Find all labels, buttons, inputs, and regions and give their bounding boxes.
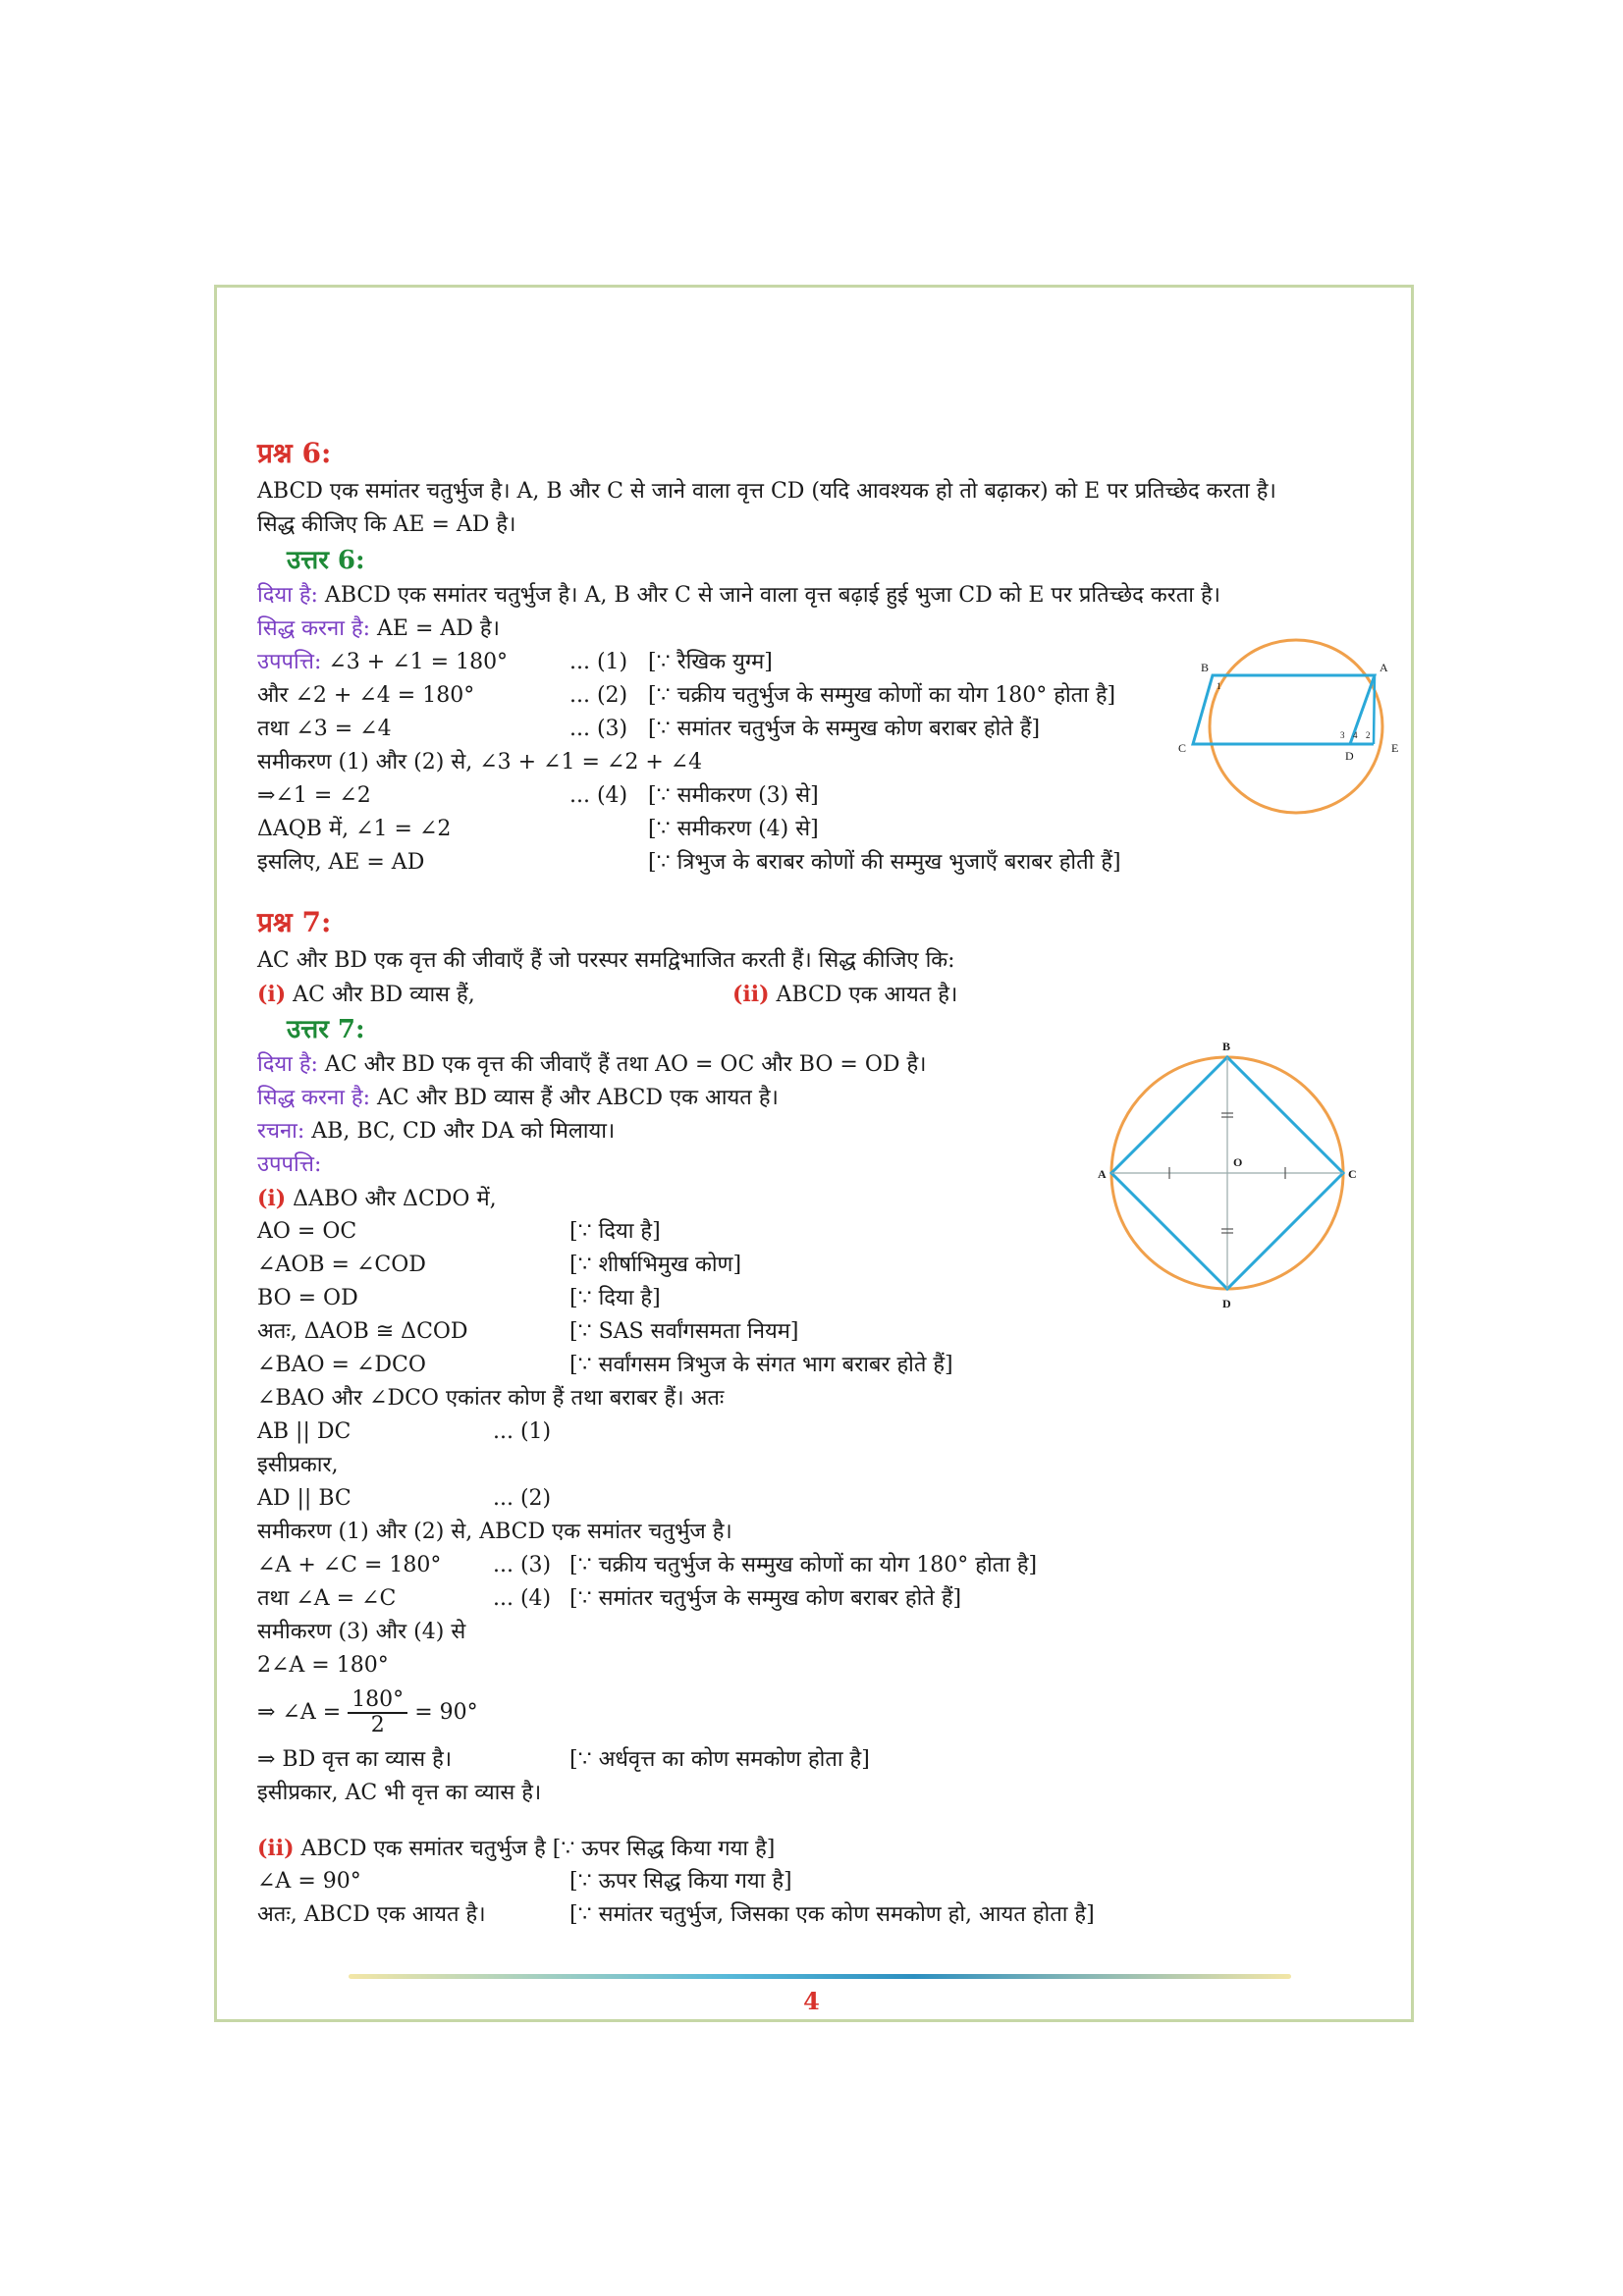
q6-label-angle-3: 3 xyxy=(1340,730,1345,740)
q7-label-c: C xyxy=(1348,1167,1357,1181)
q7-ac-diameter: इसीप्रकार, AC भी वृत्त का व्यास है। xyxy=(257,1781,542,1805)
proof-row-reason: [∵ समांतर चतुर्भुज, जिसका एक कोण समकोण हो, आयत होता है] xyxy=(569,1902,1095,1927)
proof-row-a: ∠3 + ∠1 = 180° xyxy=(321,650,509,674)
q6-label-angle-1: 1 xyxy=(1217,681,1221,691)
prove-text: AC और BD व्यास हैं और ABCD एक आयत है। xyxy=(370,1086,779,1110)
proof-row-eq: ... (2) xyxy=(569,683,628,708)
q7-label-a: A xyxy=(1098,1167,1107,1181)
fraction xyxy=(348,1688,407,1737)
proof-row-a: तथा ∠A = ∠C xyxy=(257,1586,397,1611)
proof-row-reason: [∵ चक्रीय चतुर्भुज के सम्मुख कोणों का योग 180° होता है] xyxy=(648,683,1116,708)
proof-row-a: ∠A = 90° xyxy=(257,1869,361,1894)
proof-row-reason: [∵ रैखिक युग्म] xyxy=(648,650,773,674)
fraction-numerator: 180° xyxy=(348,1688,407,1714)
proof-row-a: अतः, ΔAOB ≅ ΔCOD xyxy=(257,1319,468,1344)
q7-angle-a-fraction xyxy=(257,1682,1396,1743)
proof-label: उपपत्ति: xyxy=(257,650,322,674)
q6-label-e: E xyxy=(1391,741,1399,755)
prove-label: सिद्ध करना है: xyxy=(257,616,371,641)
proof-row-reason: [∵ SAS सर्वांगसमता नियम] xyxy=(569,1319,799,1344)
given-text: ABCD एक समांतर चतुर्भुज है। A, B और C से जाने वाला वृत्त बढ़ाई हुई भुजा CD को E पर प्रतिच्छेद करता है। xyxy=(317,583,1220,608)
proof-row-reason: [∵ त्रिभुज के बराबर कोणों की सम्मुख भुजाएँ बराबर होती हैं] xyxy=(648,850,1121,875)
proof-row-reason: [∵ समांतर चतुर्भुज के सम्मुख कोण बराबर होते हैं] xyxy=(569,1586,962,1611)
part-i-marker: (i) xyxy=(257,1186,287,1211)
q7-proof-row-b2 xyxy=(257,1582,1396,1616)
ad-parallel-bc: AD || BC xyxy=(257,1486,352,1511)
given-label: दिया है: xyxy=(257,583,318,608)
q7-question-parts xyxy=(257,978,1396,1011)
part-i-intro-text: ΔABO और ΔCDO में, xyxy=(286,1187,497,1211)
fraction-denominator: 2 xyxy=(370,1713,385,1737)
proof-row-reason: [∵ ऊपर सिद्ध किया गया है] xyxy=(569,1869,792,1894)
page-number: 4 xyxy=(803,1987,820,2015)
eq-2-tag: ... (2) xyxy=(493,1486,552,1511)
part-ii-line1-text: ABCD एक समांतर चतुर्भुज है [∵ ऊपर सिद्ध किया गया है] xyxy=(294,1837,776,1861)
proof-row-a: अतः, ABCD एक आयत है। xyxy=(257,1902,486,1927)
q7-similarly: इसीप्रकार, xyxy=(257,1453,339,1477)
q7-two-a: 2∠A = 180° xyxy=(257,1653,389,1678)
q6-label-c: C xyxy=(1178,741,1187,755)
proof-label: उपपत्ति: xyxy=(257,1152,322,1177)
q6-line-ae xyxy=(1374,675,1375,744)
answer-7-heading: उत्तर 7: xyxy=(287,1015,365,1044)
q7-label-o: O xyxy=(1233,1155,1243,1169)
q7-question-line1: AC और BD एक वृत्त की जीवाएँ हैं जो परस्पर समद्विभाजित करती हैं। सिद्ध कीजिए कि: xyxy=(257,948,955,973)
prove-label: सिद्ध करना है: xyxy=(257,1086,371,1110)
proof-row-a: BO = OD xyxy=(257,1286,358,1310)
part-i-marker: (i) xyxy=(257,982,287,1007)
q7-ab-dc xyxy=(257,1415,1396,1449)
proof-row-reason: [∵ चक्रीय चतुर्भुज के सम्मुख कोणों का योग 180° होता है] xyxy=(569,1553,1038,1577)
q7-bd-diameter xyxy=(257,1743,1396,1777)
part-ii-marker: (ii) xyxy=(257,1836,295,1861)
proof-row-reason: [∵ समीकरण (3) से] xyxy=(648,783,819,808)
proof-row-a: ∠A + ∠C = 180° xyxy=(257,1553,442,1577)
bd-diameter-text: ⇒ BD वृत्त का व्यास है। xyxy=(257,1747,453,1772)
proof-row-eq: ... (3) xyxy=(493,1553,552,1577)
proof-row-a: तथा ∠3 = ∠4 xyxy=(257,717,392,741)
eq-1-tag: ... (1) xyxy=(493,1419,552,1444)
q6-question-line2: सिद्ध कीजिए कि AE = AD है। xyxy=(257,512,516,537)
q6-figure xyxy=(1173,628,1409,825)
proof-row-a: ∠AOB = ∠COD xyxy=(257,1253,426,1277)
q7-proof-row-b1 xyxy=(257,1549,1396,1582)
question-7-heading: प्रश्न 7: xyxy=(257,906,332,938)
q6-question-line1: ABCD एक समांतर चतुर्भुज है। A, B और C से जाने वाला वृत्त CD (यदि आवश्यक हो तो बढ़ाकर) को E पर प्रतिच्छेद करता है। xyxy=(257,479,1276,504)
q6-label-angle-4: 4 xyxy=(1353,730,1358,740)
part-i-text: AC और BD व्यास हैं, xyxy=(286,983,475,1007)
q7-proof-row-c1 xyxy=(257,1865,1396,1898)
proof-row-reason: [∵ दिया है] xyxy=(569,1286,661,1310)
proof-row-reason: [∵ सर्वांगसम त्रिभुज के संगत भाग बराबर होते हैं] xyxy=(569,1353,953,1377)
q6-proof-row-7 xyxy=(257,846,1396,880)
proof-row-a: ∠BAO = ∠DCO xyxy=(257,1353,426,1377)
implies-a: ⇒ ∠A = xyxy=(257,1700,342,1725)
q6-label-a: A xyxy=(1380,661,1388,674)
q7-alt-angles: ∠BAO और ∠DCO एकांतर कोण हैं तथा बराबर हैं। अतः xyxy=(257,1386,725,1411)
proof-row-reason: [∵ दिया है] xyxy=(569,1219,661,1244)
q7-label-b: B xyxy=(1222,1040,1231,1053)
proof-row-eq: ... (1) xyxy=(569,650,628,674)
given-label: दिया है: xyxy=(257,1052,318,1077)
equals-90: = 90° xyxy=(414,1700,478,1725)
q6-given xyxy=(257,579,1396,613)
construct-label: रचना: xyxy=(257,1119,305,1144)
q7-from-1-2: समीकरण (1) और (2) से, ABCD एक समांतर चतुर्भुज है। xyxy=(257,1520,732,1544)
q7-figure xyxy=(1095,1031,1360,1315)
answer-6-heading: उत्तर 6: xyxy=(287,546,365,575)
proof-row-a: समीकरण (1) और (2) से, ∠3 + ∠1 = ∠2 + ∠4 xyxy=(257,750,703,774)
part-ii-text: ABCD एक आयत है। xyxy=(769,983,958,1007)
footer-divider xyxy=(349,1974,1291,1979)
proof-row-a: ⇒∠1 = ∠2 xyxy=(257,783,371,808)
proof-row-a: और ∠2 + ∠4 = 180° xyxy=(257,683,475,708)
construct-text: AB, BC, CD और DA को मिलाया। xyxy=(304,1119,616,1144)
q7-proof-row-c2 xyxy=(257,1898,1396,1932)
given-text: AC और BD एक वृत्त की जीवाएँ हैं तथा AO = OC और BO = OD है। xyxy=(317,1052,927,1077)
proof-row-a: AO = OC xyxy=(257,1219,357,1244)
question-6-heading: प्रश्न 6: xyxy=(257,437,332,469)
proof-row-eq: ... (3) xyxy=(569,717,628,741)
proof-row-eq: ... (4) xyxy=(493,1586,552,1611)
q6-label-b: B xyxy=(1201,661,1210,674)
q7-part-ii-line1 xyxy=(257,1832,1396,1865)
q7-label-d: D xyxy=(1222,1297,1231,1310)
prove-text: AE = AD है। xyxy=(370,616,500,641)
q6-label-d: D xyxy=(1345,749,1354,763)
proof-row-a: ΔAQB में, ∠1 = ∠2 xyxy=(257,817,452,841)
q7-proof-row-4 xyxy=(257,1315,1396,1349)
proof-row-reason: [∵ शीर्षाभिमुख कोण] xyxy=(569,1253,742,1277)
bd-diameter-reason: [∵ अर्धवृत्त का कोण समकोण होता है] xyxy=(569,1747,870,1772)
proof-row-a: इसलिए, AE = AD xyxy=(257,850,425,875)
ab-parallel-dc: AB || DC xyxy=(257,1419,352,1444)
q7-from-3-4: समीकरण (3) और (4) से xyxy=(257,1620,466,1644)
proof-row-reason: [∵ समांतर चतुर्भुज के सम्मुख कोण बराबर होते हैं] xyxy=(648,717,1041,741)
part-ii-marker: (ii) xyxy=(732,982,770,1007)
proof-row-eq: ... (4) xyxy=(569,783,628,808)
q7-ad-bc xyxy=(257,1482,1396,1516)
q6-label-angle-2: 2 xyxy=(1366,730,1371,740)
proof-row-reason: [∵ समीकरण (4) से] xyxy=(648,817,819,841)
q7-proof-row-5 xyxy=(257,1349,1396,1382)
